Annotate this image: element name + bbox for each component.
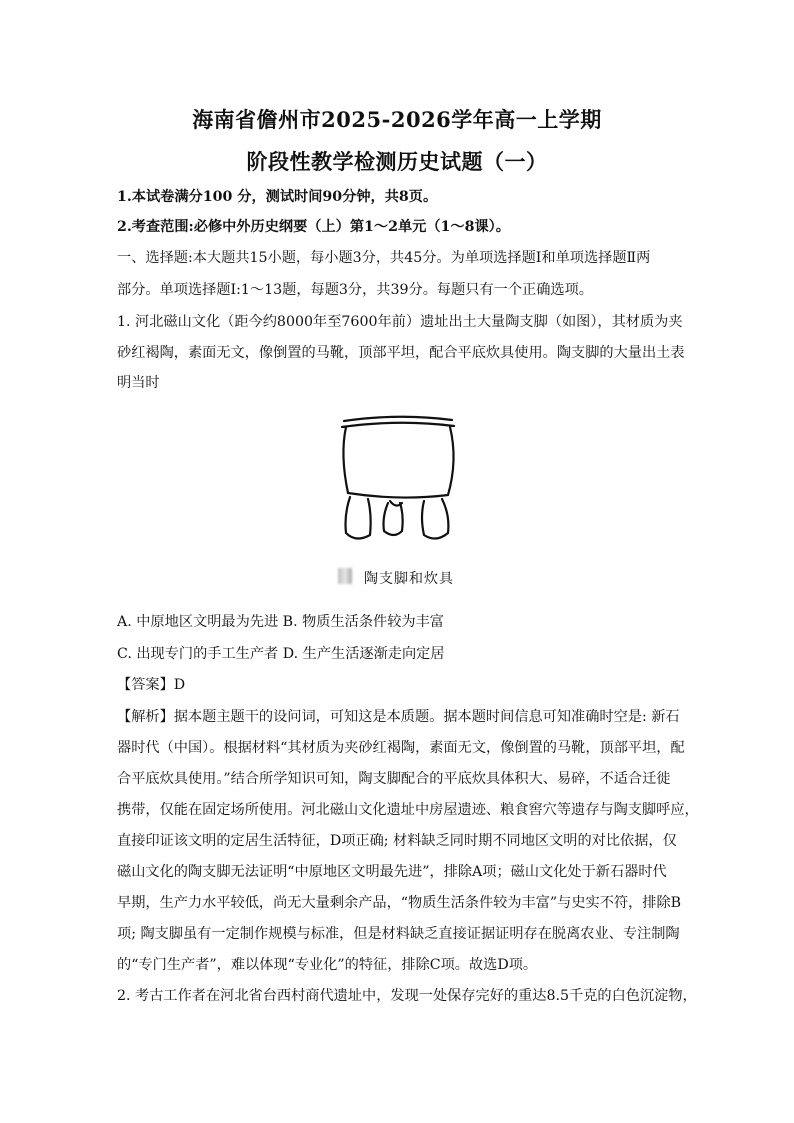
blurred-watermark [338,568,352,584]
section-instructions-line1: 一、选择题:本大题共15小题，每小题3分，共45分。为单项选择题Ⅰ和单项选择题Ⅱ两 [117,250,651,266]
note-2: 2.考查范围:必修中外历史纲要（上）第1～2单元（1～8课）。 [117,219,510,235]
question1-stem-line2: 砂红褐陶，素面无文，像倒置的马靴，顶部平坦，配合平底炊具使用。陶支脚的大量出土表 [117,345,685,361]
question1-options-line1: A. 中原地区文明最为先进 B. 物质生活条件较为丰富 [117,614,444,630]
question1-answer: 【答案】D [117,677,186,693]
question1-analysis-line6: 磁山文化的陶支脚无法证明“中原地区文明最先进”，排除A项；磁山文化处于新石器时代 [117,864,667,880]
pottery-support-figure [330,405,480,595]
figure-caption: 陶支脚和炊具 [364,571,454,587]
question1-analysis-line1: 【解析】据本题主题干的设问词，可知这是本质题。据本题时间信息可知准确时空是: 新石 [117,709,680,725]
question1-stem-line1: 1. 河北磁山文化（距今约8000年至7600年前）遗址出土大量陶支脚（如图），其材质为夹 [117,314,683,330]
question1-analysis-line4: 携带，仅能在固定场所使用。河北磁山文化遗址中房屋遗迹、粮食窖穴等遗存与陶支脚呼应， [117,802,699,818]
question1-analysis-line2: 器时代（中国）。根据材料“其材质为夹砂红褐陶，素面无文，像倒置的马靴，顶部平坦，配 [117,740,685,756]
question1-analysis-line9: 的“专门生产者”，难以体现“专业化”的特征，排除C项。故选D项。 [117,957,538,973]
question1-analysis-line3: 合平底炊具使用。”结合所学知识可知，陶支脚配合的平底炊具体积大、易碎，不适合迁徙 [117,771,671,787]
question1-analysis-line8: 项; 陶支脚虽有一定制作规模与标准，但是材料缺乏直接证据证明存在脱离农业、专注制陶 [117,926,680,942]
question1-analysis-line7: 早期，生产力水平较低，尚无大量剩余产品，“物质生活条件较为丰富”与史实不符，排除B [117,895,682,911]
question2-stem-line1: 2. 考古工作者在河北省台西村商代遗址中，发现一处保存完好的重达8.5千克的白色沉淀物， [117,988,697,1004]
section-instructions-line2: 部分。单项选择题Ⅰ:1～13题，每题3分，共39分。每题只有一个正确选项。 [117,282,593,298]
note-1: 1.本试卷满分100 分，测试时间90分钟，共8页。 [117,189,438,205]
exam-title-line1: 海南省儋州市2025-2026学年高一上学期 [192,107,602,132]
exam-title-line2: 阶段性教学检测历史试题（一） [246,149,548,174]
question1-analysis-line5: 直接印证该文明的定居生活特征，D项正确; 材料缺乏同时期不同地区文明的对比依据，仅 [117,833,677,849]
question1-stem-line3: 明当时 [117,375,160,391]
question1-options-line2: C. 出现专门的手工生产者 D. 生产生活逐渐走向定居 [117,646,445,662]
